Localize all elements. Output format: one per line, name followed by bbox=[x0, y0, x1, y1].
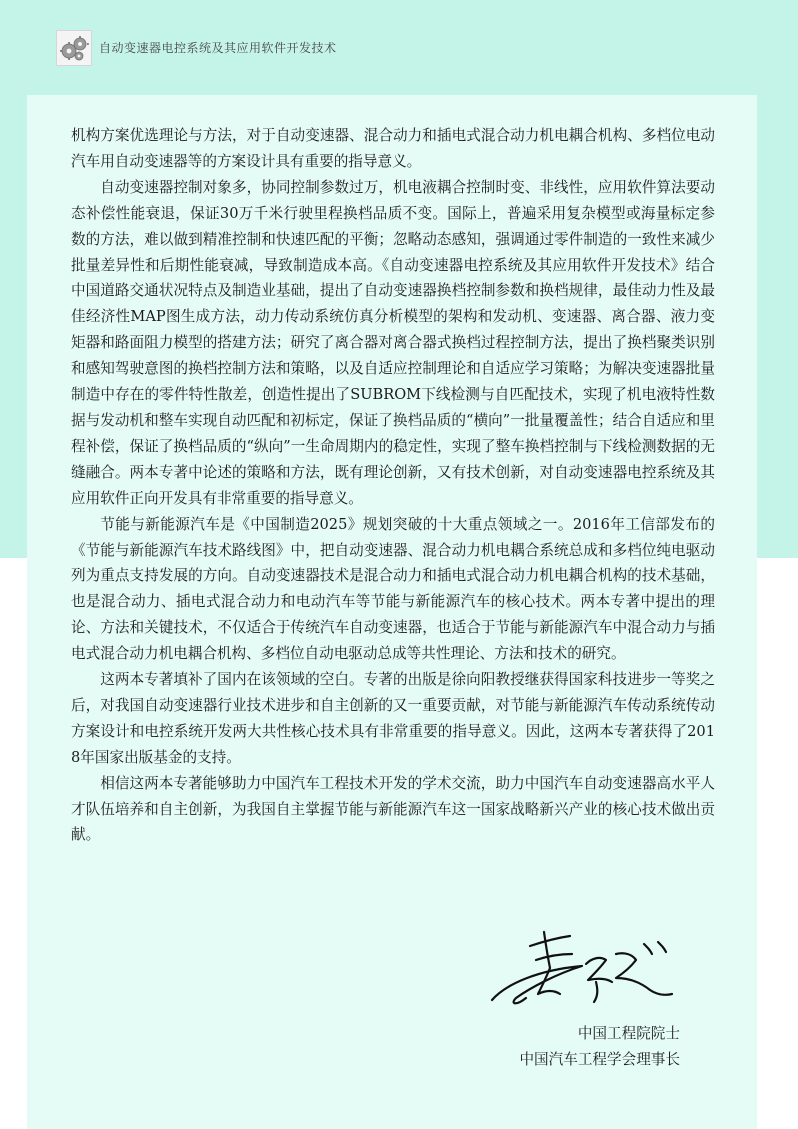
paragraph: 机构方案优选理论与方法，对于自动变速器、混合动力和插电式混合动力机电耦合机构、多档位电动汽车用自动变速器等的方案设计具有重要的指导意义。 bbox=[71, 127, 715, 170]
paragraph: 节能与新能源汽车是《中国制造2025》规划突破的十大重点领域之一。2016年工信部发布的《节能与新能源汽车技术路线图》中，把自动变速器、混合动力机电耦合系统总成和多档位纯电驱动列为重点支持发展的方向。自动变速器技术是混合动力和插电式混合动力机电耦合机构的技术基础，也是混合动力、插电式混合动力和电动汽车等节能与新能源汽车的核心技术。两本专著中提出的理论、方法和关键技术，不仅适合于传统汽车自动变速器，也适合于节能与新能源汽车中混合动力与插电式混合动力机电耦合机构、多档位自动电驱动总成等共性理论、方法和技术的研究。 bbox=[71, 515, 715, 663]
gears-icon bbox=[56, 30, 92, 66]
signer-title-academician: 中国工程院院士 bbox=[577, 1025, 680, 1042]
paragraph: 相信这两本专著能够助力中国汽车工程技术开发的学术交流，助力中国汽车自动变速器高水平人才队伍培养和自主创新，为我国自主掌握节能与新能源汽车这一国家战略新兴产业的核心技术做出贡献。 bbox=[71, 774, 715, 844]
running-header-title: 自动变速器电控系统及其应用软件开发技术 bbox=[99, 41, 337, 55]
handwritten-signature bbox=[486, 924, 682, 1010]
signer-title-society: 中国汽车工程学会理事长 bbox=[519, 1051, 680, 1068]
paragraph: 这两本专著填补了国内在该领域的空白。专著的出版是徐向阳教授继获得国家科技进步一等奖之后，对我国自动变速器行业技术进步和自主创新的又一重要贡献，对节能与新能源汽车传动系统传动方案设计和电控系统开发两大共性核心技术具有非常重要的指导意义。因此，这两本专著获得了2018年国家出版基金的支持。 bbox=[71, 671, 715, 766]
preface-body bbox=[71, 123, 715, 848]
paragraph: 自动变速器控制对象多，协同控制参数过万，机电液耦合控制时变、非线性，应用软件算法要动态补偿性能衰退，保证30万千米行驶里程换档品质不变。国际上，普遍采用复杂模型或海量标定参数的方法，难以做到精准控制和快速匹配的平衡；忽略动态感知，强调通过零件制造的一致性来减少批量差异性和后期性能衰减，导致制造成本高。《自动变速器电控系统及其应用软件开发技术》结合中国道路交通状况特点及制造业基础，提出了自动变速器换档控制参数和换档规律，最佳动力性及最佳经济性MAP图生成方法，动力传动系统仿真分析模型的架构和发动机、变速器、离合器、液力变矩器和路面阻力模型的搭建方法；研究了离合器对离合器式换档过程控制方法，提出了换档聚类识别和感知驾驶意图的换档控制方法和策略，以及自适应控制理论和自适应学习策略；为解决变速器批量制造中存在的零件特性散差，创造性提出了SUBROM下线检测与自匹配技术，实现了机电液特性数据与发动机和整车实现自动匹配和初标定，保证了换档品质的“横向”一批量覆盖性；结合自适应和里程补偿，保证了换档品质的“纵向”一生命周期内的稳定性，实现了整车换档控制与下线检测数据的无缝融合。两本专著中论述的策略和方法，既有理论创新，又有技术创新，对自动变速器电控系统及其应用软件正向开发具有非常重要的指导意义。 bbox=[71, 178, 715, 507]
